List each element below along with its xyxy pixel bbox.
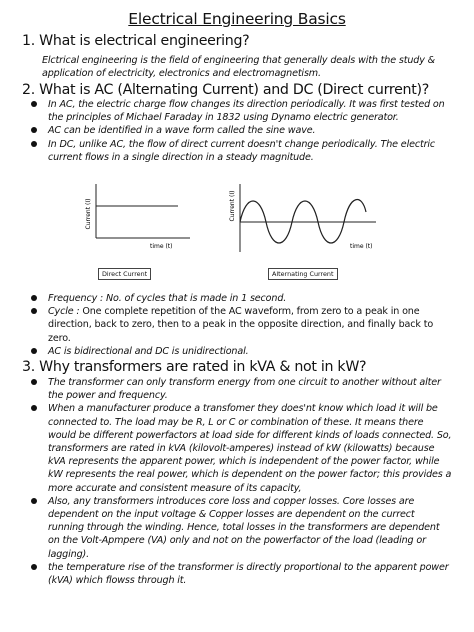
bullet-icon — [31, 308, 37, 314]
list-item: When a manufacturer produce a transfomer they does'nt know which load it will be connected to. The load may be R, L or C or combination of these. It means there would be different powerfactors at load side for different kinds of loads connected. So, transformers are rated in kVA (kilovolt-amperes) instead of kW (kilowatts) because kVA represents the apparent power, which is independent of the power factor, while kW represents the real power, which is dependent on the power factor; this provides a more accurate and consistent measure of its capacity, — [22, 402, 452, 494]
dc-waveform-figure — [82, 180, 202, 280]
bullet-icon — [31, 498, 37, 504]
ac-caption: Alternating Current — [268, 268, 338, 280]
list-item: AC can be identified in a wave form called the sine wave. — [22, 124, 452, 137]
bullet-icon — [31, 141, 37, 147]
dc-caption: Direct Current — [98, 268, 151, 280]
bullet-icon — [31, 295, 37, 301]
bullet-icon — [31, 379, 37, 385]
section-1-body: Elctrical engineering is the field of engineering that generally deals with the study & application of electricity, electronics and electromagnetism. — [42, 55, 435, 80]
ac-sine-wave — [240, 200, 366, 243]
ac-y-axis-label: Current (I) — [229, 190, 236, 222]
list-item: the temperature rise of the transformer is directly proportional to the apparent power (kVA) which flowss through it. — [22, 561, 452, 587]
list-item: Also, any transformers introduces core loss and copper losses. Core losses are dependent on the input voltage & Copper losses are dependent on the currect running through the winding. Hence, total losses in the transformers are dependent on the Volt-Apmpere (VA) only and not on the powerfactor of the load (leading or lagging). — [22, 495, 452, 561]
dc-waveform-graph — [82, 180, 202, 280]
ac-x-axis-label: time (t) — [350, 243, 373, 250]
list-item: In DC, unlike AC, the flow of direct current doesn't change periodically. The electric current flows in a single direction in a steady magnitude. — [22, 138, 452, 164]
ac-waveform-graph — [226, 180, 386, 280]
bullet-icon — [31, 564, 37, 570]
list-item: Frequency : No. of cycles that is made in 1 second. — [22, 292, 452, 305]
dc-y-axis-label: Current (I) — [85, 198, 92, 230]
section-3-heading: 3. Why transformers are rated in kVA & not in kW? — [22, 359, 367, 375]
section-2-heading: 2. What is AC (Alternating Current) and DC (Direct current)? — [22, 82, 429, 98]
bullet-icon — [31, 101, 37, 107]
list-item: In AC, the electric charge flow changes its direction periodically. It was first tested on the principles of Michael Faraday in 1832 using Dynamo electric generator. — [22, 98, 452, 124]
list-item: AC is bidirectional and DC is unidirectional. — [22, 345, 452, 358]
dc-x-axis-label: time (t) — [150, 243, 173, 250]
bullet-icon — [31, 127, 37, 133]
bullet-icon — [31, 348, 37, 354]
list-item: The transformer can only transform energy from one circuit to another without alter the power and frequency. — [22, 376, 452, 402]
ac-waveform-figure — [226, 180, 386, 280]
section-3-bullets — [22, 376, 452, 587]
list-item: Cycle : One complete repetition of the AC waveform, from zero to a peak in one direction, back to zero, then to a peak in the opposite direction, and finally back to zero. — [22, 305, 452, 345]
bullet-icon — [31, 405, 37, 411]
section-2-bullets — [22, 98, 452, 164]
section-1-heading: 1. What is electrical engineering? — [22, 33, 250, 49]
section-2-definitions — [22, 292, 452, 358]
document-title: Electrical Engineering Basics — [128, 10, 346, 28]
